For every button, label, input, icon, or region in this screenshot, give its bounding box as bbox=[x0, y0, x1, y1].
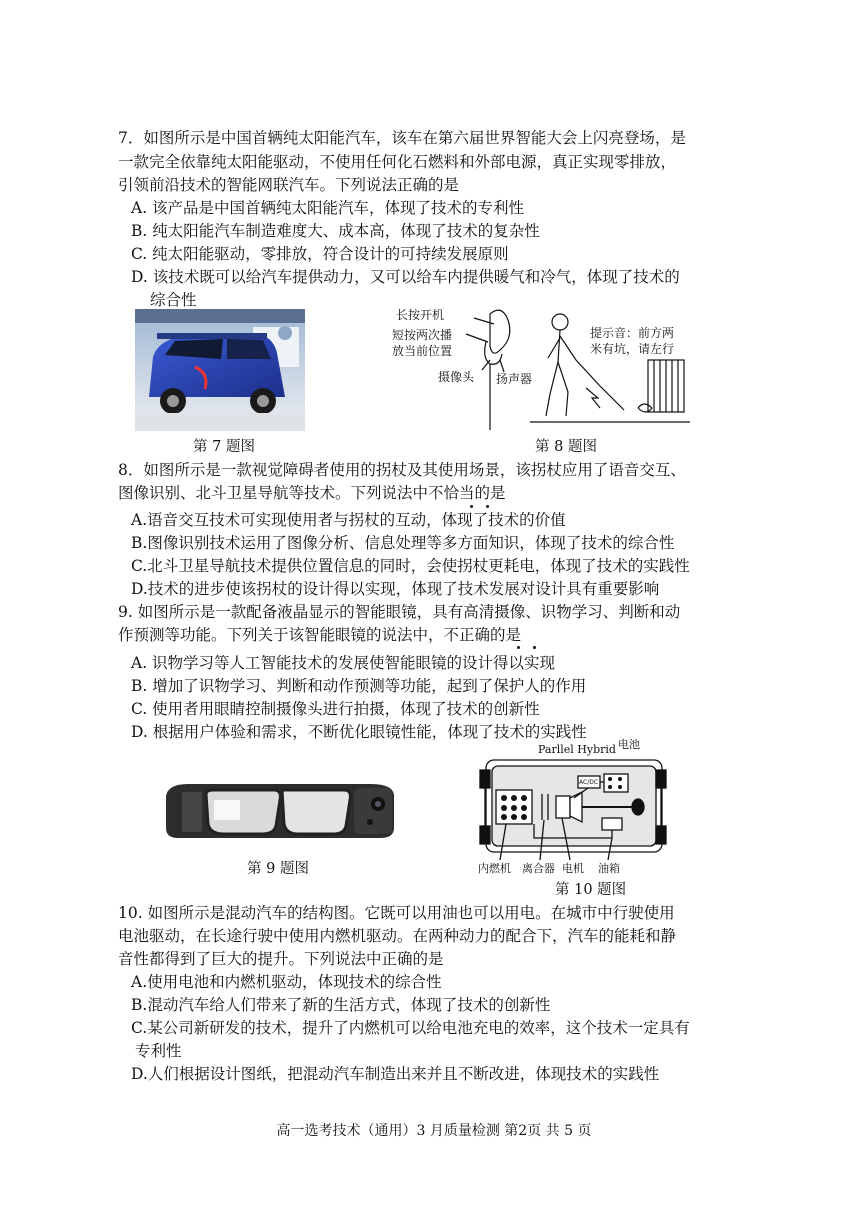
q7-option-a: A. 该产品是中国首辆纯太阳能汽车，体现了技术的专利性 bbox=[131, 199, 525, 217]
q7-option-d-cont: 综合性 bbox=[150, 291, 197, 309]
fig8-label-camera: 摄像头 bbox=[438, 370, 475, 384]
fig10-label-battery: 电池 bbox=[618, 738, 640, 751]
q8-option-b: B.图像识别技术运用了图像分析、信息处理等多方面知识，体现了技术的综合性 bbox=[131, 534, 675, 552]
q9-stem-line-1: 9. 如图所示是一款配备液晶显示的智能眼镜，具有高清摄像、识物学习、判断和动 bbox=[118, 603, 681, 621]
q7-stem-line-1: 7．如图所示是中国首辆纯太阳能汽车，该车在第六届世界智能大会上闪亮登场，是 bbox=[118, 129, 686, 147]
emphasis-dot bbox=[486, 505, 489, 508]
q7-option-c: C. 纯太阳能驱动，零排放，符合设计的可持续发展原则 bbox=[131, 245, 509, 263]
fig9-caption: 第 9 题图 bbox=[247, 861, 309, 877]
q9-stem-line-2: 作预测等功能。下列关于该智能眼镜的说法中，不正确的是 bbox=[118, 626, 522, 644]
smart-cane-diagram bbox=[390, 302, 690, 432]
q9-option-a: A. 识物学习等人工智能技术的发展使智能眼镜的设计得以实现 bbox=[131, 654, 556, 672]
hybrid-car-diagram bbox=[478, 738, 668, 882]
fig10-label-tank: 油箱 bbox=[598, 862, 620, 875]
fig8-label-prompt-1: 提示音：前方两 bbox=[590, 326, 675, 340]
fig8-label-speaker: 扬声器 bbox=[496, 372, 533, 386]
fig10-caption: 第 10 题图 bbox=[555, 882, 627, 898]
page-footer: 高一选考技术（通用）3 月质量检测 第2页 共 5 页 bbox=[276, 1123, 592, 1139]
fig10-label-acdc: AC/DC bbox=[579, 779, 599, 786]
fig7-caption: 第 7 题图 bbox=[193, 439, 255, 455]
q10-option-a: A.使用电池和内燃机驱动，体现技术的综合性 bbox=[131, 973, 442, 991]
q10-stem-line-2: 电池驱动，在长途行驶中使用内燃机驱动。在两种动力的配合下，汽车的能耗和静 bbox=[118, 927, 677, 945]
emphasis-dot bbox=[517, 646, 520, 649]
fig10-label-engine: 内燃机 bbox=[478, 862, 511, 875]
q10-option-c-cont: 专利性 bbox=[135, 1042, 182, 1060]
q7-option-d: D. 该技术既可以给汽车提供动力，又可以给车内提供暖气和冷气，体现了技术的 bbox=[131, 268, 680, 286]
fig8-label-power: 长按开机 bbox=[396, 308, 445, 322]
q10-stem-line-1: 10. 如图所示是混动汽车的结构图。它既可以用油也可以用电。在城市中行驶使用 bbox=[118, 904, 675, 922]
q10-stem-line-3: 音性都得到了巨大的提升。下列说法中正确的是 bbox=[118, 950, 444, 968]
smart-glasses-image bbox=[158, 774, 400, 846]
q9-option-b: B. 增加了识物学习、判断和动作预测等功能，起到了保护人的作用 bbox=[131, 677, 587, 695]
q8-option-a: A.语音交互技术可实现使用者与拐杖的互动，体现了技术的价值 bbox=[131, 511, 566, 529]
fig8-label-press-1: 短按两次播 bbox=[392, 328, 453, 342]
emphasis-dot bbox=[470, 505, 473, 508]
q10-option-c: C.某公司新研发的技术，提升了内燃机可以给电池充电的效率，这个技术一定具有 bbox=[131, 1019, 690, 1037]
q8-option-d: D.技术的进步使该拐杖的设计得以实现，体现了技术发展对设计具有重要影响 bbox=[131, 580, 660, 598]
emphasis-dot bbox=[533, 646, 536, 649]
q7-stem-line-3: 引领前沿技术的智能网联汽车。下列说法正确的是 bbox=[118, 176, 460, 194]
q8-option-c: C.北斗卫星导航技术提供位置信息的同时，会使拐杖更耗电，体现了技术的实践性 bbox=[131, 557, 690, 575]
fig8-label-prompt-2: 米有坑，请左行 bbox=[590, 342, 675, 356]
q7-stem-line-2: 一款完全依靠纯太阳能驱动，不使用任何化石燃料和外部电源，真正实现零排放， bbox=[118, 153, 677, 171]
fig8-caption: 第 8 题图 bbox=[535, 439, 597, 455]
solar-car-image bbox=[135, 309, 305, 431]
q10-option-b: B.混动汽车给人们带来了新的生活方式，体现了技术的创新性 bbox=[131, 996, 551, 1014]
fig8-label-press-2: 放当前位置 bbox=[392, 344, 453, 358]
q10-option-d: D.人们根据设计图纸，把混动汽车制造出来并且不断改进，体现技术的实践性 bbox=[131, 1065, 660, 1083]
q8-stem-line-1: 8．如图所示是一款视觉障碍者使用的拐杖及其使用场景，该拐杖应用了语音交互、 bbox=[118, 461, 686, 479]
q9-option-c: C. 使用者用眼睛控制摄像头进行拍摄，体现了技术的创新性 bbox=[131, 700, 540, 718]
q7-option-b: B. 纯太阳能汽车制造难度大、成本高，体现了技术的复杂性 bbox=[131, 222, 540, 240]
fig10-label-clutch: 离合器 bbox=[522, 862, 555, 875]
fig10-label-motor: 电机 bbox=[562, 862, 584, 875]
q8-stem-line-2: 图像识别、北斗卫星导航等技术。下列说法中不恰当的是 bbox=[118, 484, 506, 502]
q9-option-d: D. 根据用户体验和需求，不断优化眼镜性能，体现了技术的实践性 bbox=[131, 723, 587, 741]
fig10-title: Parllel Hybrid bbox=[538, 743, 616, 756]
